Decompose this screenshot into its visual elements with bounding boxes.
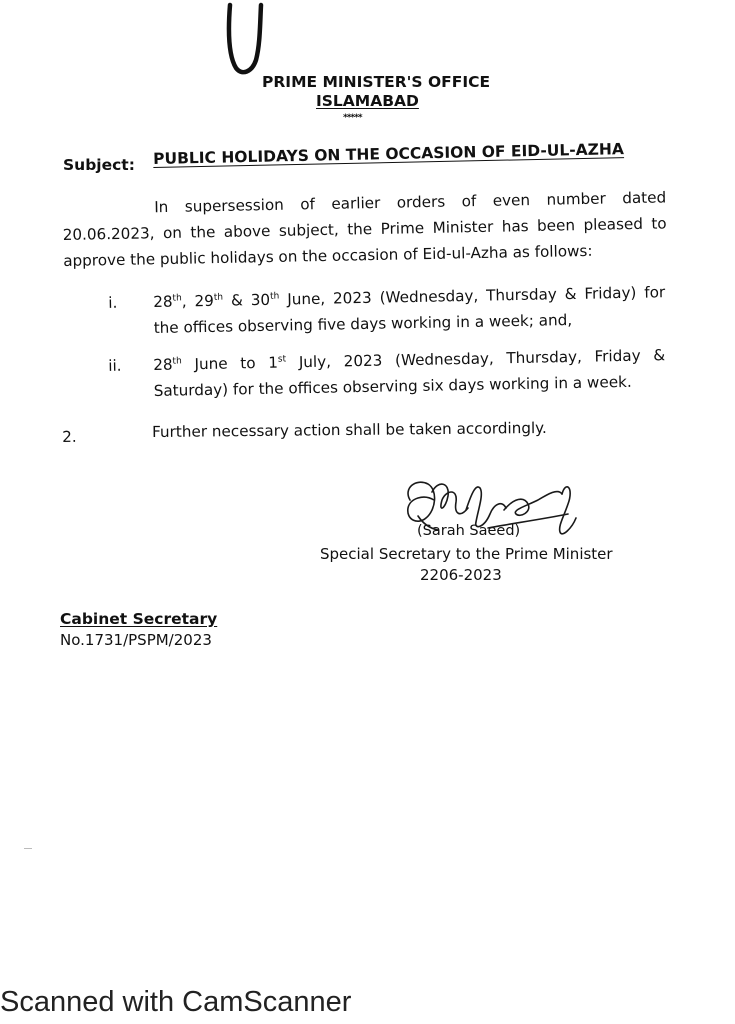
pen-mark <box>222 0 272 80</box>
list-item <box>108 342 666 404</box>
list-item-line-1: 28th June to 1st July, 2023 (Wednesday, Thursday, Friday & <box>153 346 666 374</box>
office-city: ISLAMABAD <box>316 92 419 110</box>
list-item-line-2: the offices observing five days working in a week; and, <box>153 310 573 337</box>
signature-date: 2206-2023 <box>420 566 502 584</box>
paragraph-number: 2. <box>62 427 77 446</box>
list-item-line-2: Saturday) for the offices observing six days working in a week. <box>153 372 632 400</box>
list-item-line-1: 28th, 29th & 30th June, 2023 (Wednesday, Thursday & Friday) for <box>153 283 666 311</box>
signatory-title: Special Secretary to the Prime Minister <box>320 545 613 563</box>
office-name: PRIME MINISTER'S OFFICE <box>262 73 491 91</box>
signatory-name: (Sarah Saeed) <box>417 523 521 539</box>
subject-label: Subject: <box>63 156 135 174</box>
list-item-number: i. <box>108 293 118 312</box>
body-line-1: In supersession of earlier orders of even number dated <box>154 188 667 217</box>
paragraph-2 <box>62 418 622 446</box>
header-stars: ***** <box>343 113 362 123</box>
recipient-title: Cabinet Secretary <box>60 610 218 628</box>
body-line-2: 20.06.2023, on the above subject, the Prime Minister has been pleased to <box>62 214 667 244</box>
paragraph-text: Further necessary action shall be taken accordingly. <box>151 418 547 442</box>
list-item <box>108 279 666 341</box>
list-item-number: ii. <box>108 356 122 375</box>
subject-text: PUBLIC HOLIDAYS ON THE OCCASION OF EID-UL-AZHA <box>153 140 625 168</box>
scan-smudge <box>24 848 32 849</box>
reference-number: No.1731/PSPM/2023 <box>60 631 212 649</box>
scanner-watermark: Scanned with CamScanner <box>0 986 352 1018</box>
body-paragraph <box>62 184 667 274</box>
body-line-3: approve the public holidays on the occasion of Eid-ul-Azha as follows: <box>63 241 593 270</box>
